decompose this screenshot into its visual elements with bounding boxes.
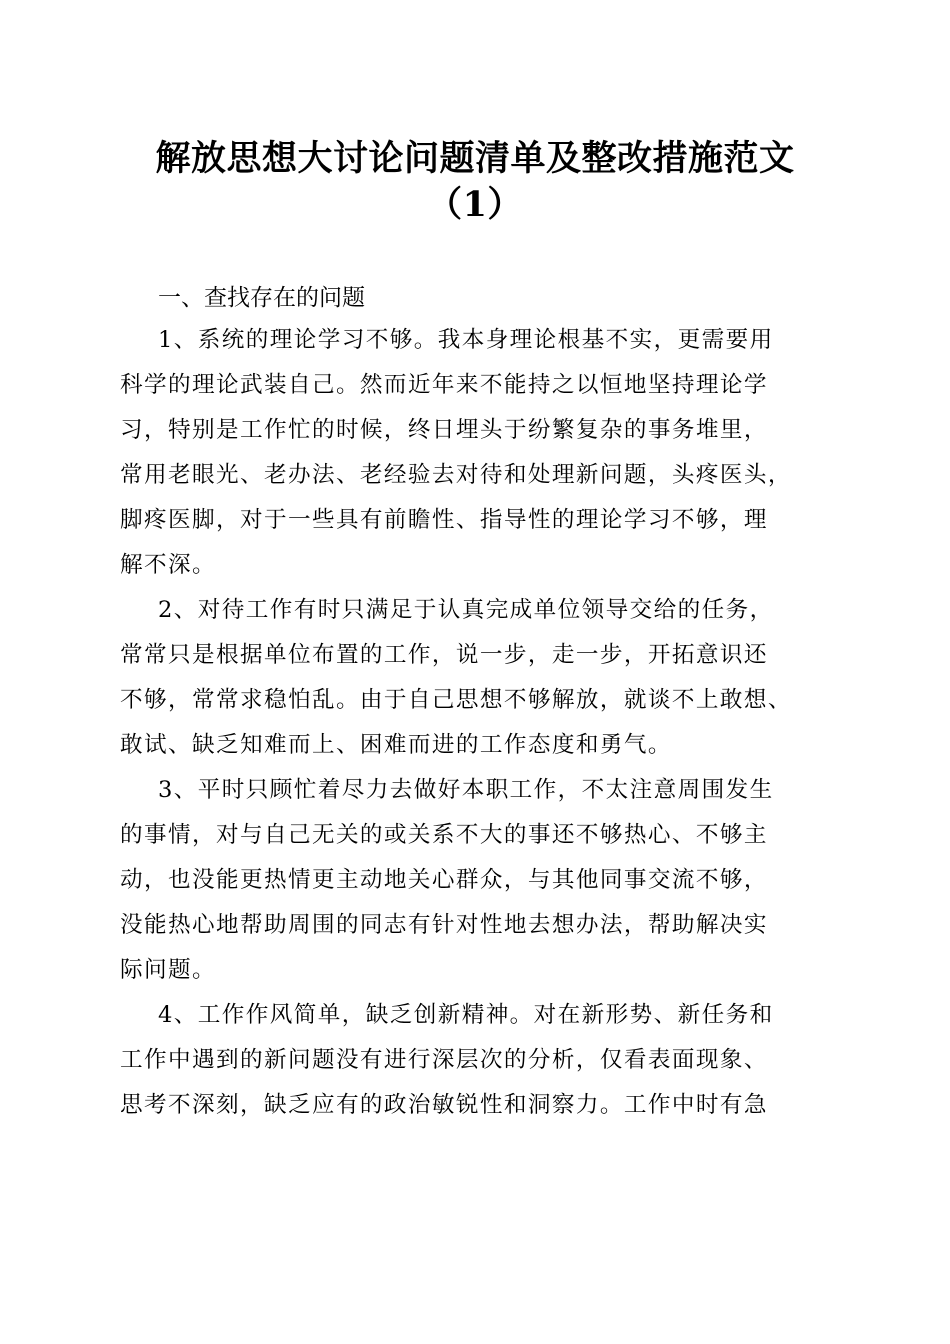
paragraph-4-line: 思考不深刻，缺乏应有的政治敏锐性和洞察力。工作中时有急 [120,1092,768,1118]
document-title-number: （1） [427,184,523,225]
paragraph-1-line: 脚疼医脚，对于一些具有前瞻性、指导性的理论学习不够，理 [120,507,768,533]
paragraph-3-line: 的事情，对与自己无关的或关系不大的事还不够热心、不够主 [120,822,768,848]
paragraph-1-line: 1、系统的理论学习不够。我本身理论根基不实，更需要用 [158,327,774,353]
paragraph-2-line: 2、对待工作有时只满足于认真完成单位领导交给的任务， [158,597,774,623]
paragraph-2-line: 不够，常常求稳怕乱。由于自己思想不够解放，就谈不上敢想、 [120,687,792,713]
paragraph-4-line: 4、工作作风简单，缺乏创新精神。对在新形势、新任务和 [158,1002,774,1028]
paragraph-3-line: 没能热心地帮助周围的同志有针对性地去想办法，帮助解决实 [120,912,768,938]
paragraph-1-line: 常用老眼光、老办法、老经验去对待和处理新问题，头疼医头， [120,462,792,488]
paragraph-2-line: 敢试、缺乏知难而上、困难而进的工作态度和勇气。 [120,732,672,758]
paragraph-3-line: 3、平时只顾忙着尽力去做好本职工作，不太注意周围发生 [158,777,774,803]
paragraph-1-line: 习，特别是工作忙的时候，终日埋头于纷繁复杂的事务堆里， [120,417,768,443]
document-title: 解放思想大讨论问题清单及整改措施范文 [155,138,795,179]
paragraph-2-line: 常常只是根据单位布置的工作，说一步，走一步，开拓意识还 [120,642,768,668]
section-heading: 一、查找存在的问题 [158,285,365,311]
paragraph-4-line: 工作中遇到的新问题没有进行深层次的分析，仅看表面现象、 [120,1047,768,1073]
paragraph-1-line: 科学的理论武装自己。然而近年来不能持之以恒地坚持理论学 [120,372,768,398]
paragraph-3-line: 动，也没能更热情更主动地关心群众，与其他同事交流不够， [120,867,768,893]
paragraph-3-line: 际问题。 [120,957,216,983]
paragraph-1-line: 解不深。 [120,552,216,578]
